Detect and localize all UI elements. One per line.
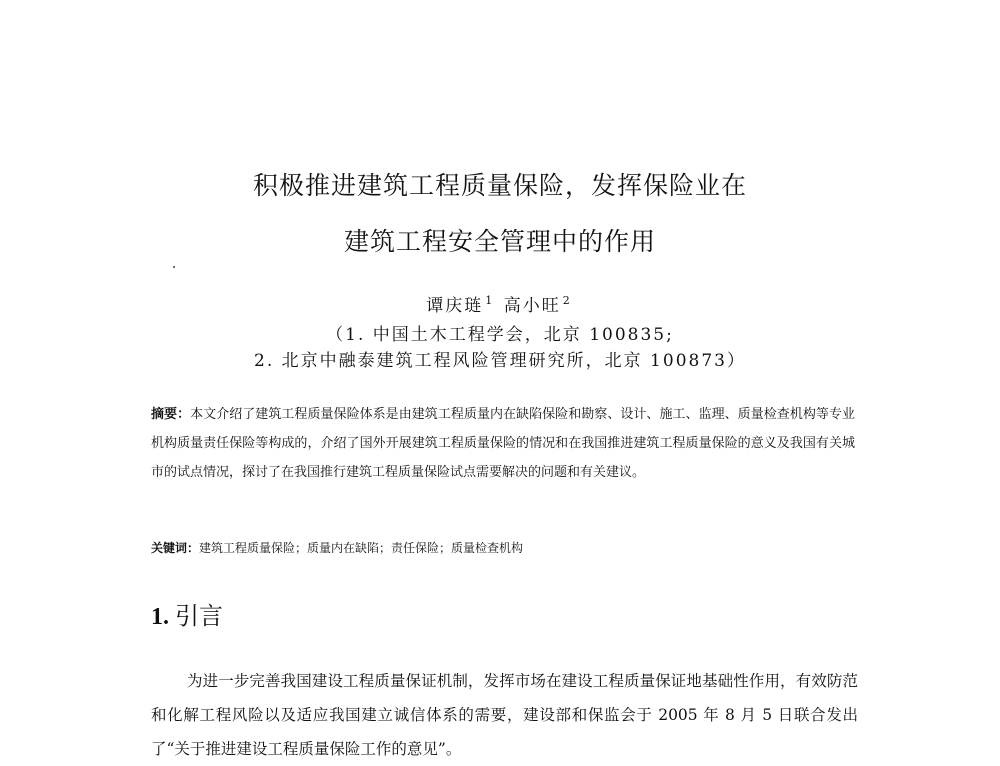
paper-title-line-1: 积极推进建筑工程质量保险，发挥保险业在 — [252, 171, 747, 200]
author-name-1: 谭庆琏 — [426, 296, 484, 316]
section-heading-introduction — [151, 596, 223, 637]
keywords-text: 建筑工程质量保险；质量内在缺陷；责任保险；质量检查机构 — [199, 541, 524, 555]
body-paragraph-1: 为进一步完善我国建设工程质量保证机制，发挥市场在建设工程质量保证地基础性作用，有效防范和化解工程风险以及适应我国建立诚信体系的需要，建设部和保监会于 2005 年 8 月 5 日联合发出了“关于推进建设工程质量保险工作的意见”。 — [151, 672, 859, 758]
keywords — [151, 537, 855, 559]
abstract-text: 本文介绍了建筑工程质量保险体系是由建筑工程质量内在缺陷保险和勘察、设计、施工、监理、质量检查机构等专业机构质量责任保险等构成的，介绍了国外开展建筑工程质量保险的情况和在我国推进建筑工程质量保险的意义及我国有关城市的试点情况，探讨了在我国推行建筑工程质量保险试点需要解决的问题和有关建议。 — [151, 407, 855, 480]
paper-title-line-2: 建筑工程安全管理中的作用 — [343, 227, 656, 256]
abstract-label: 摘要： — [151, 407, 191, 422]
author-affiliation-mark-1: 1 — [485, 294, 493, 308]
author-affiliation-mark-2: 2 — [562, 294, 570, 308]
affiliation-line-1: （1. 中国土木工程学会，北京 100835; — [326, 325, 674, 345]
affiliation-line-2: 2. 北京中融泰建筑工程风险管理研究所，北京 100873） — [254, 351, 746, 371]
keywords-label: 关键词： — [151, 541, 200, 555]
abstract — [151, 400, 855, 487]
section-number: 1. — [151, 604, 169, 630]
section-title: 引言 — [175, 602, 223, 630]
author-name-2: 高小旺 — [503, 296, 561, 316]
scan-speck — [173, 266, 175, 268]
author-line — [0, 291, 1000, 316]
